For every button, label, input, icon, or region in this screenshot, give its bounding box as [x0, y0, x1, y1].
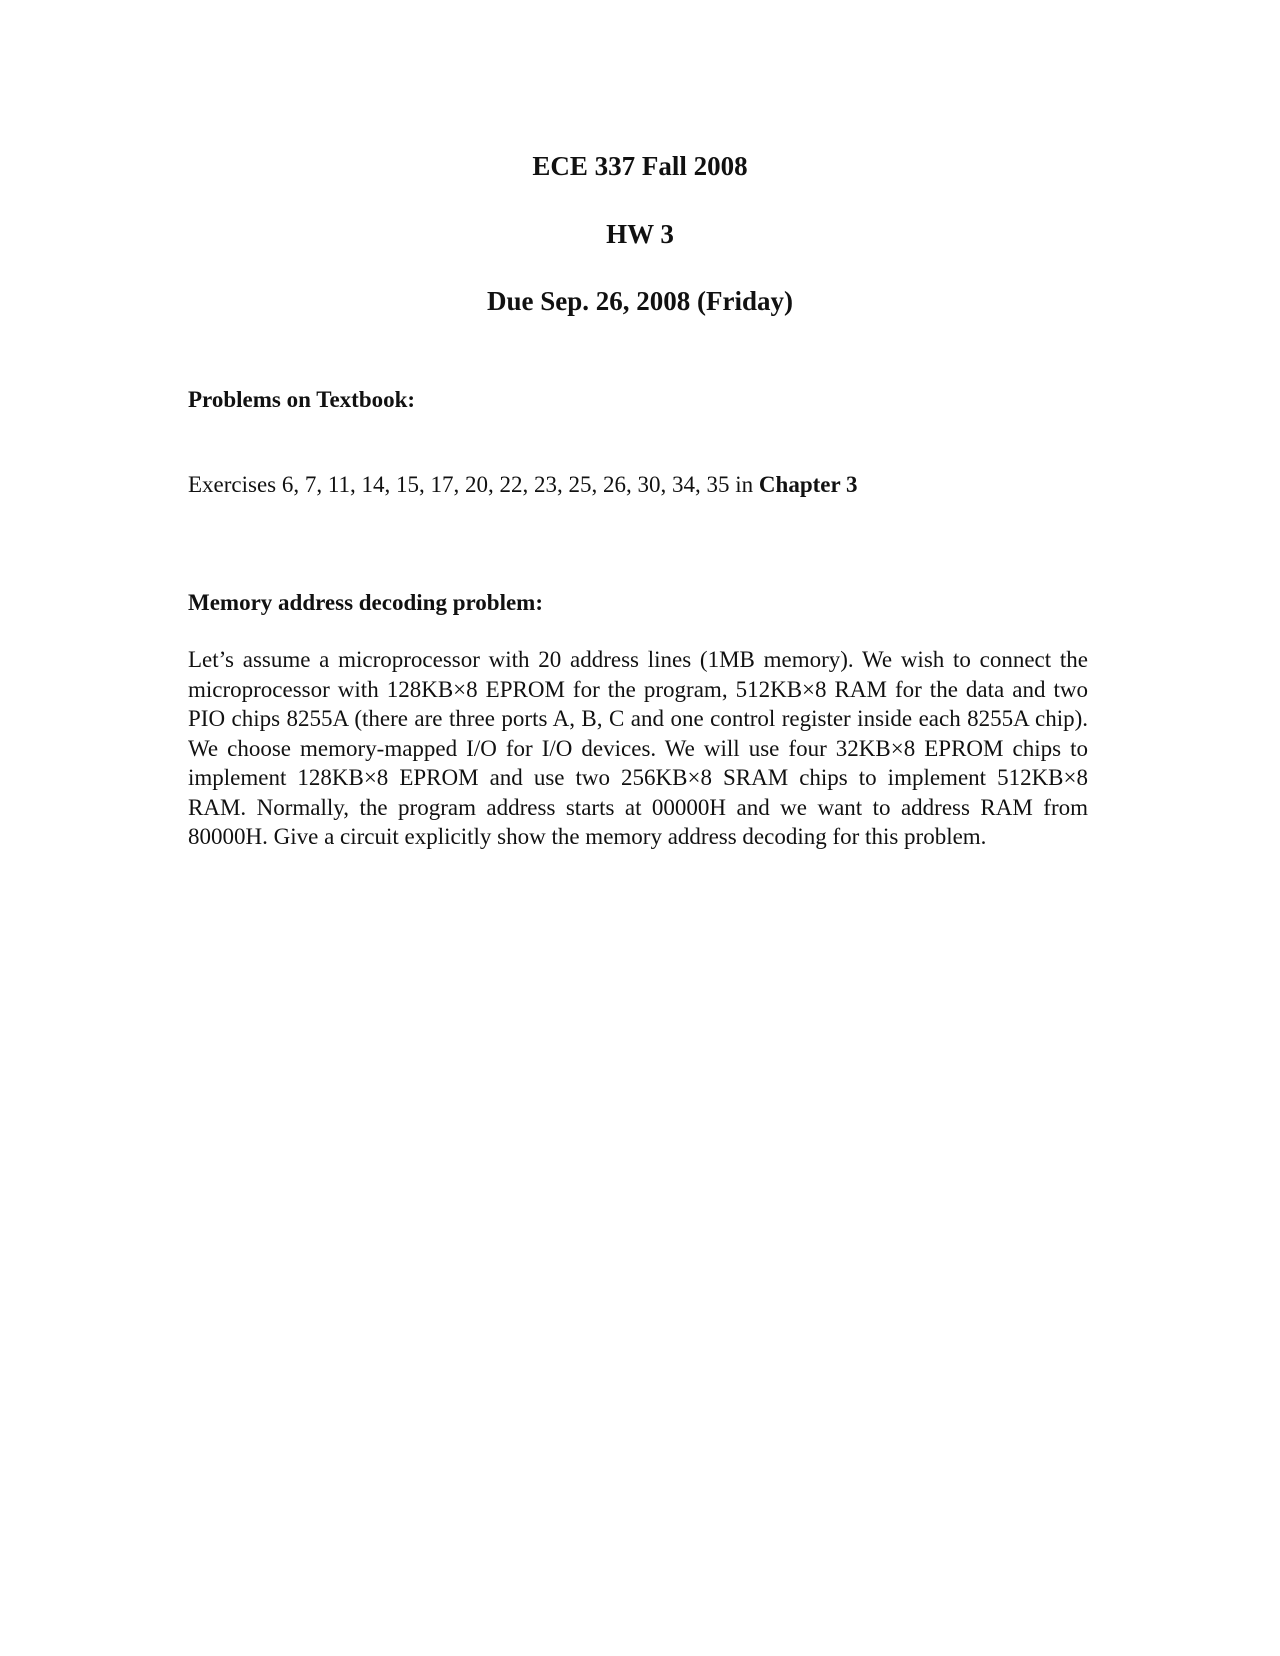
due-date: Due Sep. 26, 2008 (Friday) — [487, 286, 793, 316]
textbook-problems-heading: Problems on Textbook: — [188, 387, 416, 412]
chapter-reference: Chapter 3 — [758, 472, 858, 497]
assignment-title: HW 3 — [606, 219, 674, 249]
memory-decoding-heading: Memory address decoding problem: — [188, 590, 543, 615]
course-title: ECE 337 Fall 2008 — [532, 151, 748, 181]
exercises-line — [188, 471, 858, 499]
memory-decoding-problem-text: Let’s assume a microprocessor with 20 address lines (1MB memory). We wish to connect the microprocessor with 128KB×8 EPROM for the program, 512KB×8 RAM for the data and two PIO chips 8255A (there are three ports A, B, C and one control register inside each 8255A chip). We choose memory-mapped I/O for I/O devices. We will use four 32KB×8 EPROM chips to implement 128KB×8 EPROM and use two 256KB×8 SRAM chips to implement 512KB×8 RAM. Normally, the program address starts at 00000H and we want to address RAM from 80000H. Give a circuit explicitly show the memory address decoding for this problem. — [188, 647, 1088, 849]
exercises-list: Exercises 6, 7, 11, 14, 15, 17, 20, 22, 23, 25, 26, 30, 34, 35 in — [188, 472, 759, 497]
